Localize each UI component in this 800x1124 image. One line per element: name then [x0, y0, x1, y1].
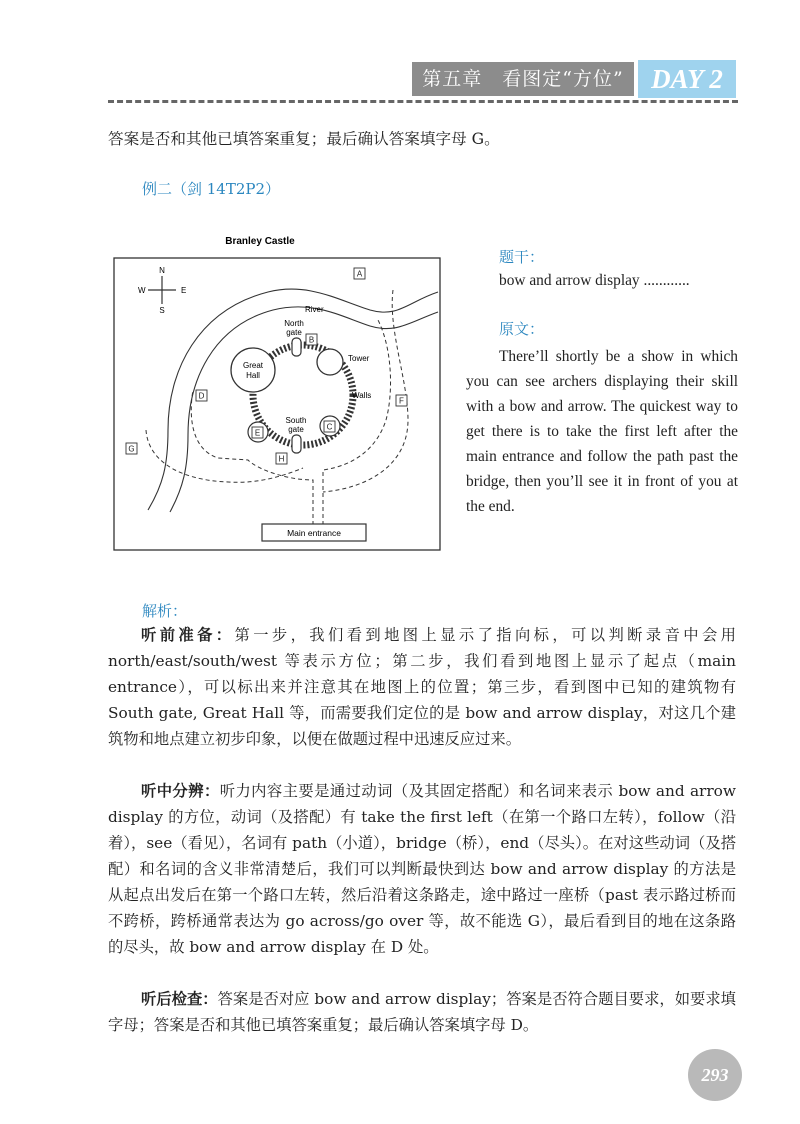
marker-g: G: [128, 444, 135, 454]
source-label: 原文：: [499, 320, 545, 338]
svg-text:gate: gate: [286, 328, 302, 337]
stem-label: 题干：: [499, 248, 545, 266]
svg-text:Walls: Walls: [352, 391, 372, 400]
svg-text:Tower: Tower: [348, 354, 370, 363]
analysis-label: 解析：: [142, 602, 188, 620]
analysis-para-1: 听前准备：第一步，我们看到地图上显示了指向标，可以判断录音中会用 north/east/south/west 等表示方位；第二步，我们看到地图上显示了起点（main entrance），可以标出来并注意其在地图上的位置；第三步，看到图中已知的建筑物有 South gate, Great Hall 等，而需要我们定位的是 bow and arrow display，对这几个建筑物和地点建立初步印象，以便在做题过程中迅速反应过来。: [108, 626, 736, 748]
compass-e: E: [181, 286, 187, 295]
compass-w: W: [138, 286, 146, 295]
example-title: 例二（剑 14T2P2）: [142, 180, 281, 198]
south-gate: [292, 435, 301, 453]
tower: [317, 349, 343, 375]
intro-line: 答案是否和其他已填答案重复；最后确认答案填字母 G。: [108, 130, 500, 148]
header-divider: [108, 100, 738, 103]
analysis-para-2: 听中分辨：听力内容主要是通过动词（及其固定搭配）和名词来表示 bow and arrow display 的方位，动词（及搭配）有 take the first left（在第一个路口左转），follow（沿着），see（看见），名词有 path（小道），bridge（桥），end（尽头）。在对这些动词（及搭配）和名词的含义非常清楚后，我们可以判断最快到达 bow and arrow display 的方法是从起点出发后在第一个路口左转，然后沿着这条路走，途中路过一座桥（past 表示路过桥而不跨桥，跨桥通常表达为 go across/go over 等，故不能选 G），最后看到目的地在这条路的尽头，故 bow and arrow display 在 D 处。: [108, 782, 736, 956]
day-badge: DAY 2: [638, 60, 736, 98]
great-hall: [231, 348, 275, 392]
marker-e: E: [254, 428, 261, 438]
main-entrance-label: Main entrance: [287, 528, 341, 538]
analysis-para-3: 听后检查：答案是否对应 bow and arrow display；答案是否符合题目要求，如要求填字母；答案是否和其他已填答案重复；最后确认答案填字母 D。: [108, 990, 736, 1034]
compass-icon: [148, 276, 176, 304]
page-number: 293: [688, 1049, 742, 1101]
marker-c: C: [326, 422, 333, 432]
stem-text: bow and arrow display ............: [499, 272, 690, 289]
compass-s: S: [159, 306, 165, 315]
river-label: River: [305, 305, 324, 314]
marker-f: F: [399, 396, 404, 406]
svg-text:South: South: [285, 416, 307, 425]
svg-text:North: North: [284, 319, 304, 328]
compass-n: N: [159, 266, 165, 275]
north-gate: [292, 338, 301, 356]
marker-a: A: [356, 269, 363, 279]
chapter-header: 第五章 看图定“方位”: [412, 62, 634, 96]
map-frame: [114, 258, 440, 550]
marker-b: B: [308, 335, 315, 345]
marker-h: H: [278, 454, 285, 464]
svg-text:Hall: Hall: [246, 371, 260, 380]
source-text: There’ll shortly be a show in which you can see archers displaying their skill with a bow and arrow. The quickest way to get there is to take the first left after the main entrance and follow the path past the bridge, then you’ll see it in front of you at the end.: [466, 348, 738, 515]
branley-castle-map: [108, 230, 444, 552]
svg-text:gate: gate: [288, 425, 304, 434]
marker-d: D: [198, 391, 205, 401]
map-title: Branley Castle: [225, 236, 295, 247]
svg-text:Great: Great: [242, 361, 264, 370]
